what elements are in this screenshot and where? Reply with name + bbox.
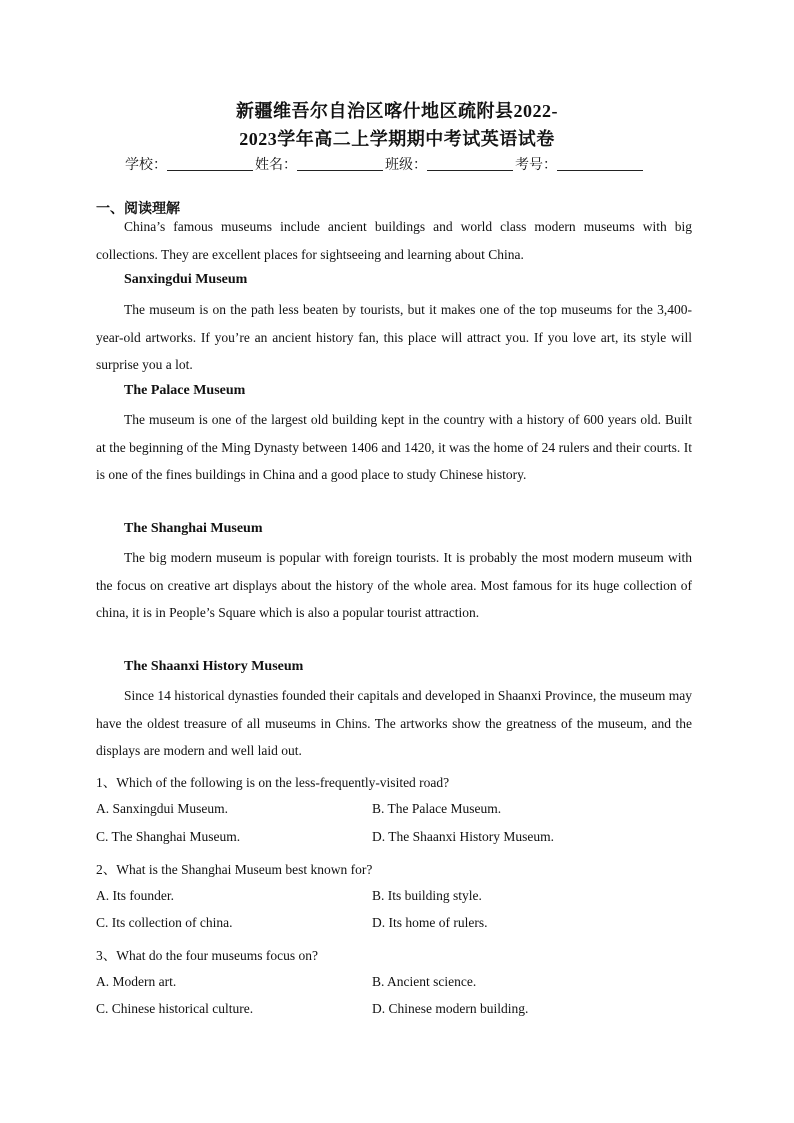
- question-stem: 2、What is the Shanghai Museum best known for?: [96, 862, 373, 877]
- exam-number-label: 考号：: [515, 158, 557, 173]
- school-label: 学校：: [125, 158, 167, 173]
- name-label: 姓名：: [255, 158, 297, 173]
- class-label: 班级：: [385, 158, 427, 173]
- question-option: C. Its collection of china.: [96, 915, 233, 930]
- museum-heading: The Palace Museum: [124, 383, 246, 398]
- question-option: B. Ancient science.: [372, 974, 477, 989]
- exam-number-blank: [557, 156, 643, 171]
- school-blank: [167, 156, 253, 171]
- class-blank: [427, 156, 513, 171]
- question-option: D. Its home of rulers.: [372, 915, 488, 930]
- name-blank: [297, 156, 383, 171]
- student-info-row: [125, 154, 685, 174]
- museum-heading: The Shaanxi History Museum: [124, 659, 304, 674]
- question-option: D. The Shaanxi History Museum.: [372, 829, 554, 844]
- section-heading: 一、阅读理解: [96, 202, 180, 217]
- museum-paragraph: The big modern museum is popular with foreign tourists. It is probably the most modern museum with the focus on creative art displays about the history of the whole area. Most famous for its huge collection of china, it is in People’s Square which is also a popular tourist attraction.: [96, 550, 692, 621]
- question-option: C. The Shanghai Museum.: [96, 829, 241, 844]
- passage-intro: China’s famous museums include ancient buildings and world class modern museums with big collections. They are excellent places for sightseeing and learning about China.: [96, 219, 692, 262]
- question-option: D. Chinese modern building.: [372, 1001, 529, 1016]
- museum-paragraph: The museum is one of the largest old building kept in the country with a history of 600 years old. Built at the beginning of the Ming Dynasty between 1406 and 1420, it was the home of 24 rulers and their courts. It is one of the fines buildings in China and a good place to study Chinese history.: [96, 412, 692, 483]
- question-option: C. Chinese historical culture.: [96, 1001, 254, 1016]
- question-option: B. The Palace Museum.: [372, 801, 502, 816]
- question-stem: 1、Which of the following is on the less-frequently-visited road?: [96, 775, 450, 790]
- museum-heading: The Shanghai Museum: [124, 521, 263, 536]
- exam-title-line-2: 2023学年高二上学期期中考试英语试卷: [239, 129, 555, 149]
- museum-paragraph: The museum is on the path less beaten by tourists, but it makes one of the top museums for the 3,400-year-old artworks. If you’re an ancient history fan, this place will attract you. If you love art, its style will surprise you a lot.: [96, 302, 692, 373]
- museum-paragraph: Since 14 historical dynasties founded their capitals and developed in Shaanxi Province, the museum may have the oldest treasure of all museums in Chins. The artworks show the greatness of the museum, and the displays are modern and well laid out.: [96, 688, 692, 759]
- question-option: B. Its building style.: [372, 888, 482, 903]
- question-option: A. Sanxingdui Museum.: [96, 801, 229, 816]
- question-option: A. Modern art.: [96, 974, 177, 989]
- question-option: A. Its founder.: [96, 888, 174, 903]
- museum-heading: Sanxingdui Museum: [124, 272, 248, 287]
- exam-title-line-1: 新疆维吾尔自治区喀什地区疏附县2022-: [236, 101, 558, 121]
- question-stem: 3、What do the four museums focus on?: [96, 948, 318, 963]
